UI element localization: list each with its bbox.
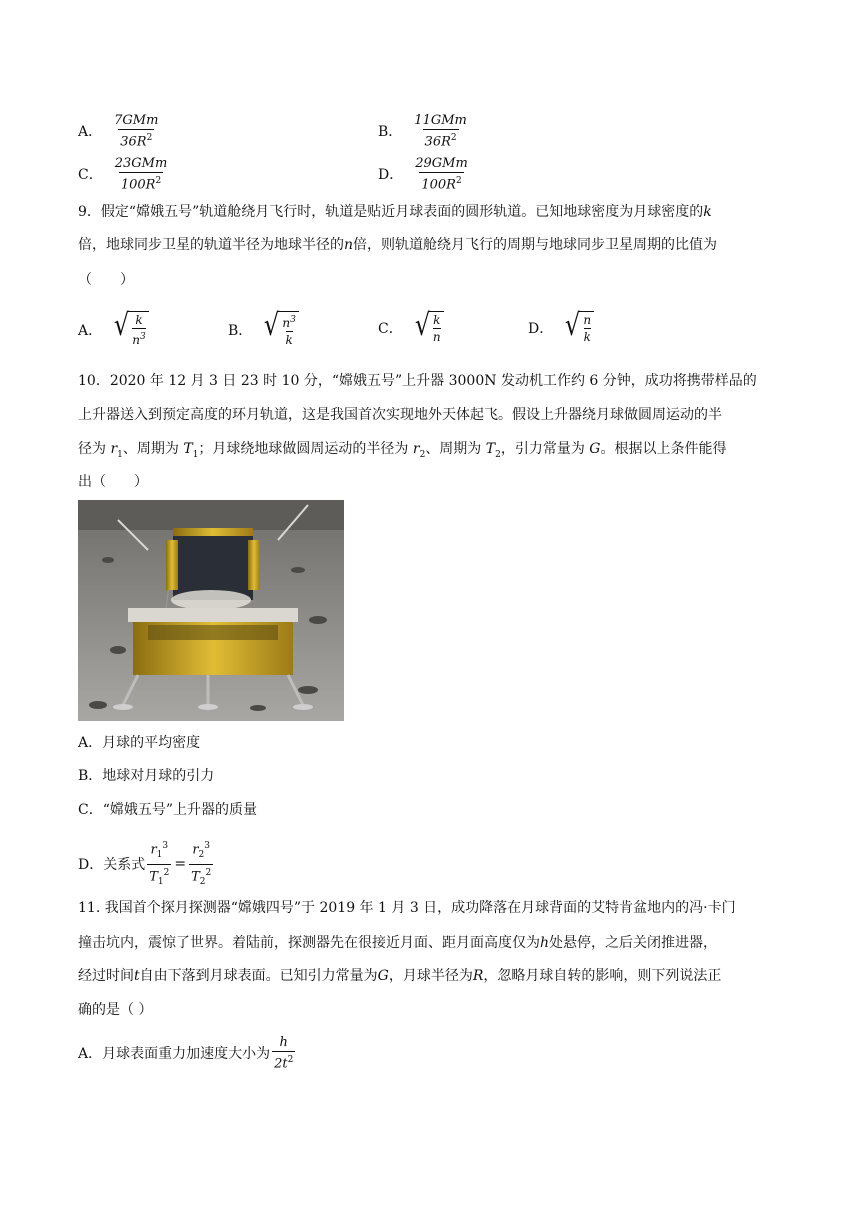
q9-option-c: C． √ k n xyxy=(378,311,444,345)
q11-stem-line-4: 确的是（ ） xyxy=(78,1002,153,1018)
q10-stem-line-4: 出（ ） xyxy=(78,474,148,490)
q9-option-a: A． √ k $n^3$ xyxy=(78,311,149,348)
fraction: $\frac{\text{7GMm}}{36R^2}$ xyxy=(114,113,159,150)
q11-option-a: A．月球表面重力加速度大小为 $\frac{h}{2t^2}$ xyxy=(78,1035,294,1072)
q9-blank: （ ） xyxy=(78,272,134,288)
q8-option-d xyxy=(378,155,470,193)
q9-option-d: D． √ n k xyxy=(528,311,594,345)
q8-option-a xyxy=(78,112,160,150)
option-label: C． xyxy=(78,167,103,184)
q10-option-c: C．“嫦娥五号”上升器的质量 xyxy=(78,802,258,818)
fraction: $\frac{\text{11GMm}}{36R^2}$ xyxy=(414,113,467,150)
fraction: $\frac{h}{2t^2}$ xyxy=(274,1035,294,1072)
option-label: B． xyxy=(378,124,403,141)
q9-stem-line-1: 9．假定“嫦娥五号”轨道舱绕月飞行时，轨道是贴近月球表面的圆形轨道。已知地球密度为月球密度的k xyxy=(78,204,712,220)
q10-stem-line-3: 径为 $r_1$、周期为 $T_1$；月球绕地球做圆周运动的半径为 $r_2$、周期为 $T_2$，引力常量为 G。根据以上条件能得 xyxy=(78,441,727,460)
q11-stem-line-1: 11. 我国首个探月探测器“嫦娥四号”于 2019 年 1 月 3 日，成功降落在月球背面的艾特肯盆地内的冯·卡门 xyxy=(78,900,736,916)
q10-option-a: A．月球的平均密度 xyxy=(78,735,201,751)
q8-option-c xyxy=(78,155,169,193)
fraction: $\frac{\text{29GMm}}{100R^2}$ xyxy=(415,156,468,193)
option-label: A． xyxy=(78,124,103,141)
lunar-ascender-photo xyxy=(78,500,344,721)
q11-stem-line-2: 撞击坑内，震惊了世界。着陆前，探测器先在很接近月面、距月面高度仅为h处悬停，之后关闭推进器， xyxy=(78,935,718,951)
fraction-rhs: $\frac{r_2^3}{T_2^2}$ xyxy=(189,838,213,891)
q10-stem-line-1: 10．2020 年 12 月 3 日 23 时 10 分，“嫦娥五号”上升器 3000N 发动机工作约 6 分钟，成功将携带样品的 xyxy=(78,373,757,389)
option-label: D． xyxy=(378,167,404,184)
sqrt-expression: √ n k xyxy=(563,311,594,345)
q10-option-d: D．关系式 $\frac{r_1^3}{T_1^2}$ = $\frac{r_2^3}{T_2^2}$ xyxy=(78,838,213,891)
q9-stem-line-2: 倍，地球同步卫星的轨道半径为地球半径的n倍，则轨道舱绕月飞行的周期与地球同步卫星周期的比值为 xyxy=(78,237,718,253)
q8-option-b xyxy=(378,112,469,150)
q10-option-b: B．地球对月球的引力 xyxy=(78,768,215,784)
sqrt-expression: √ k $n^3$ xyxy=(112,311,149,348)
q9-option-b: B． √ $n^3$ k xyxy=(228,311,299,348)
sqrt-expression: √ k n xyxy=(413,311,444,345)
q11-stem-line-3: 经过时间t自由下落到月球表面。已知引力常量为G，月球半径为R，忽略月球自转的影响，则下列说法正 xyxy=(78,968,722,984)
q10-stem-line-2: 上升器送入到预定高度的环月轨道，这是我国首次实现地外天体起飞。假设上升器绕月球做圆周运动的半 xyxy=(78,407,722,423)
sqrt-expression: √ $n^3$ k xyxy=(262,311,299,348)
fraction-lhs: $\frac{r_1^3}{T_1^2}$ xyxy=(147,838,171,891)
fraction: $\frac{\text{23GMm}}{100R^2}$ xyxy=(114,156,168,193)
